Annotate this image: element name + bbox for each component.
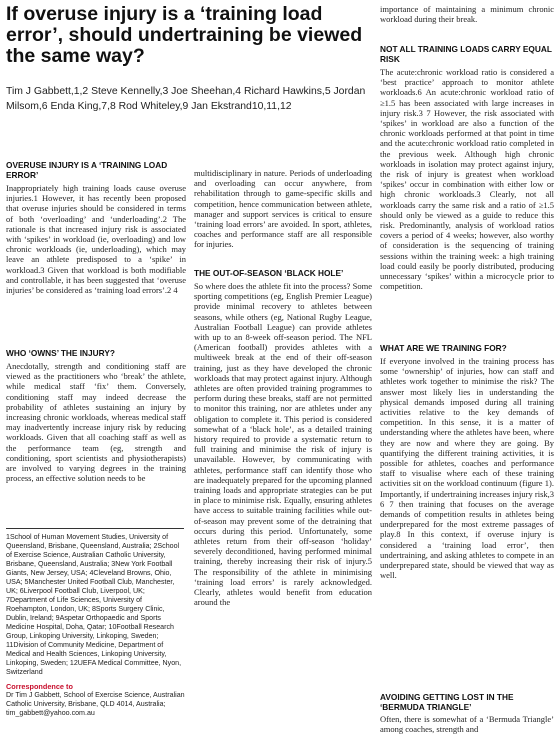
section-heading-overuse: OVERUSE INJURY IS A ‘TRAINING LOAD ERROR’ (6, 160, 168, 180)
section-text-training-loads: The acute:chronic workload ratio is considered a ‘best practice’ approach to monitor athlete workloads.6 An acute:chronic workload ratio of ≥1.5 has been associated with large increases in injury risk.3 7 However, the risk associated with ‘spikes’ in workload are also a function of the chronic workloads performed at that point in time and the acute:chronic workload ratio completed in the previous week. Although high chronic workloads in isolation may protect against injury, the risk of injury is greatest when workload ‘spikes’ occur in combination with either low or high chronic workloads.3 Clearly, not all workloads carry the same risk and a ratio of ≥1.5 should only be viewed as a guide to reduce this risk. Predominantly, analysis of workload ratios covers a period of 4 weeks; however, also worthy of consideration is the sequencing of training sessions within the training week: a high training load could easily be poorly distributed, producing unnecessary ‘spikes’ within a microcycle prior to competition. (380, 67, 554, 292)
section-text-overuse: Inappropriately high training loads cause overuse injuries.1 However, it has recently been proposed that overuse injuries should be considered in terms of both ‘overloading’ and ‘underloading’.2 The rationale is that increased injury risk is associated with ‘spikes’ in workload (ie, overloading) and low chronic workloads (ie, underloading), which may leave an athlete predisposed to a ‘spike’ in workload.3 Given that workload is both modifiable and controllable, it has been suggested that ‘overuse injuries’ be considered as ‘training load errors’.2 4 (6, 183, 186, 296)
correspondence (6, 682, 186, 718)
correspondence-label: Correspondence to (6, 682, 73, 691)
author-list: Tim J Gabbett,1,2 Steve Kennelly,3 Joe Sheehan,4 Richard Hawkins,5 Jordan Milsom,6 Enda King,7,8 Rod Whiteley,9 Jan Ekstrand10,11,12 (6, 86, 366, 112)
section-training-for (380, 343, 554, 580)
section-text-black-hole: So where does the athlete fit into the process? Some sporting competitions (eg, English Premier League) provide minimal recovery to athletes between seasons, while others (eg, National Rugby League, Australian Football League) can provide athletes with up to an 8-week off-season period. The NFL (American football) provides athletes with a multiweek break at the end of their off-season training, just as they have developed the chronic workloads that may protect against injury. Although athletes are often provided training programmes to perform during these breaks, staff are not permitted to monitor this training, nor are athletes under any obligation to complete it. This period is considered somewhat of a ‘black hole’, as a detailed training history required to provide a systematic return to full training and minimise the risk of injury is unavailable. However, by communicating with athletes, performance staff can identify those who are inadequately prepared for the upcoming planned training loads and appropriate strategies can be put in place to minimise risk. Equally, ensuring athletes have access to suitable training facilities while out-of-season may prevent some of the detraining that occurs during this period. Unfortunately, some athletes return from their off-season ‘holiday’ severely deconditioned, having performed minimal training, thereby increasing their risk of injury.5 The responsibility of the athlete in minimising ‘training load errors’ is rarely acknowledged. Clearly, athletes would benefit from education around the (194, 281, 372, 608)
section-heading-black-hole: THE OUT-OF-SEASON ‘BLACK HOLE’ (194, 268, 344, 278)
section-black-hole (194, 268, 372, 608)
section-heading-who-owns: WHO ‘OWNS’ THE INJURY? (6, 348, 115, 358)
right-intro-text: importance of maintaining a minimum chronic workload during their break. (380, 4, 554, 25)
section-bermuda (380, 692, 554, 734)
footnote-divider (6, 528, 184, 529)
section-overuse (6, 160, 186, 295)
correspondence-text: Dr Tim J Gabbett, School of Exercise Science, Australian Catholic University, Brisbane, QLD 4014, Australia; tim_gabbett@yahoo.com.au (6, 691, 185, 717)
section-text-bermuda: Often, there is somewhat of a ‘Bermuda Triangle’ among coaches, strength and (380, 714, 554, 735)
section-who-owns (6, 348, 186, 483)
section-heading-training-loads: NOT ALL TRAINING LOADS CARRY EQUAL RISK (380, 44, 552, 64)
affiliations-text: 1School of Human Movement Studies, University of Queensland, Brisbane, Queensland, Australia; 2School of Exercise Science, Australian Catholic University, Brisbane, Queensland, Australia; 3New York Football Giants, New Jersey, USA; 4Cleveland Browns, Ohio, USA; 5Manchester United Football Club, Manchester, UK; 6Liverpool Football Club, Liverpool, UK; 7Department of Life Sciences, University of Roehampton, London, UK; 8Sports Surgery Clinic, Dublin, Ireland; 9Aspetar Orthopaedic and Sports Medicine Hospital, Doha, Qatar; 10Football Research Group, Linkoping University, Linkoping, Sweden; 11Division of Community Medicine, Department of Medical and Health Sciences, Linkoping University, Linkoping, Sweden; 12UEFA Medical Committee, Nyon, Switzerland (6, 533, 182, 676)
section-text-training-for: If everyone involved in the training process has some ‘ownership’ of injuries, how can staff and athletes work together to minimise the risk? The answer most likely lies in understanding the physical demands imposed during all training activities relative to the key demands of competition. In this sense, it is a matter of understanding where the athletes have been, where they are now and where they are going. By quantifying the different training activities, it is possible for athletes, coaches and performance staff to visualise where each of these training activities sit on the workload continuum (figure 1). Importantly, if undertraining increases injury risk,3 6 7 then training that focuses on the average demands of competition results in athletes being underprepared for the most extreme passages of play.8 In this context, if overuse injury is considered a ‘training load error’, then undertraining, and asking athletes to compete in an underprepared state, should be viewed that way as well. (380, 356, 554, 581)
section-training-loads (380, 44, 554, 291)
middle-intro-text: multidisciplinary in nature. Periods of underloading and overloading can occur anywhere, from rehabilitation through to game-specific skills and competition, hence communication between athlete, manager and support services is critical to ensure ‘training load errors’ are avoided. In sport, athletes, coaches and performance staff are all responsible for injuries. (194, 168, 372, 250)
article-title: If overuse injury is a ‘training load error’, should undertraining be viewed the same way? (6, 3, 363, 67)
right-intro (380, 4, 554, 24)
section-heading-training-for: WHAT ARE WE TRAINING FOR? (380, 343, 507, 353)
middle-intro (194, 168, 372, 250)
section-text-who-owns: Anecdotally, strength and conditioning staff are viewed as the practitioners who ‘break’ the athlete, while medical staff ‘fix’ them. Conversely, conditioning staff may indeed decrease the probability of athletes sustaining an injury by increasing chronic workloads, whereas medical staff may inadvertently increase injury risk by reducing workloads. Given that all coaching staff as well as the performance team (eg, strength and conditioning, sport scientists and physiotherapists) are involved to varying degrees in the training process, an effective solution needs to be (6, 361, 186, 484)
affiliations (6, 533, 186, 677)
section-heading-bermuda: AVOIDING GETTING LOST IN THE ‘BERMUDA TRIANGLE’ (380, 692, 514, 712)
